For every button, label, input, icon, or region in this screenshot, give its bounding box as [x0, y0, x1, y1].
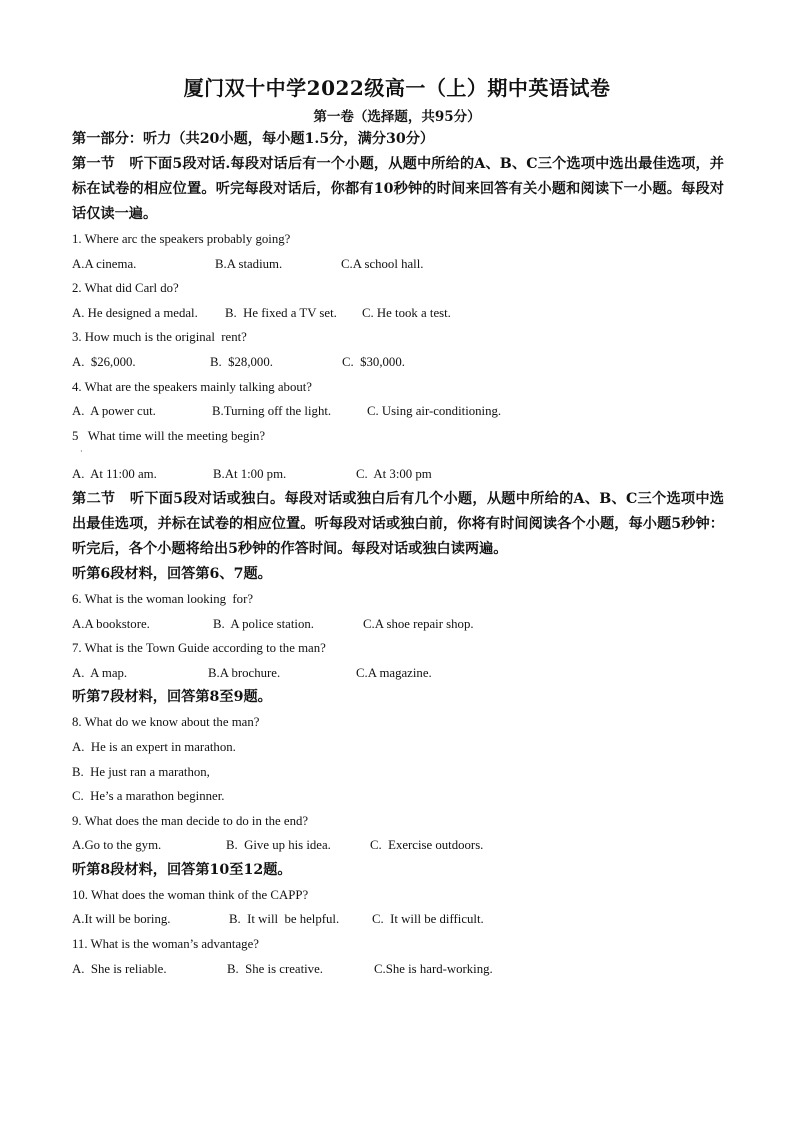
question-4-option-a[interactable]: A. A power cut.	[72, 404, 156, 419]
question-8-option-a[interactable]: A. He is an expert in marathon.	[72, 739, 236, 754]
question-3-option-b[interactable]: B. $28,000.	[210, 354, 273, 369]
question-9-option-c[interactable]: C. Exercise outdoors.	[370, 838, 484, 853]
question-11-options	[72, 957, 724, 982]
question-5-option-b[interactable]: B.At 1:00 pm.	[213, 467, 287, 482]
question-1-options	[72, 252, 724, 277]
question-11-option-a[interactable]: A. She is reliable.	[72, 961, 167, 976]
material-6-heading: 听第6段材料，回答第6、7题。	[72, 565, 272, 582]
question-2-option-b[interactable]: B. He fixed a TV set.	[225, 305, 337, 320]
question-10-option-a[interactable]: A.It will be boring.	[72, 912, 171, 927]
question-1-option-c[interactable]: C.A school hall.	[341, 256, 424, 271]
question-1-option-a[interactable]: A.A cinema.	[72, 256, 137, 271]
question-7-options	[72, 661, 724, 686]
question-3-stem: 3. How much is the original rent?	[72, 330, 247, 345]
question-3-option-c[interactable]: C. $30,000.	[342, 354, 405, 369]
question-11-option-b[interactable]: B. She is creative.	[227, 961, 323, 976]
question-11-stem: 11. What is the woman’s advantage?	[72, 937, 259, 952]
question-10-option-b[interactable]: B. It will be helpful.	[229, 912, 340, 927]
question-4-option-b[interactable]: B.Turning off the light.	[212, 404, 332, 419]
question-6-option-a[interactable]: A.A bookstore.	[72, 616, 150, 631]
exam-content	[72, 127, 724, 981]
question-8-option-c[interactable]: C. He’s a marathon beginner.	[72, 789, 225, 804]
question-6-option-c[interactable]: C.A shoe repair shop.	[363, 616, 474, 631]
part1-heading: 第一部分：听力（共20小题，每小题1.5分，满分30分）	[72, 131, 435, 147]
question-2-option-c[interactable]: C. He took a test.	[362, 305, 451, 320]
question-9-options	[72, 833, 724, 858]
question-6-options	[72, 612, 724, 637]
stray-dot: ·	[80, 447, 83, 457]
question-7-option-a[interactable]: A. A map.	[72, 665, 128, 680]
question-2-option-a[interactable]: A. He designed a medal.	[72, 305, 198, 320]
exam-subtitle: 第一卷（选择题，共95分）	[313, 109, 481, 125]
question-7-option-c[interactable]: C.A magazine.	[356, 665, 432, 680]
question-6-stem: 6. What is the woman looking for?	[72, 591, 254, 606]
material-7-heading: 听第7段材料，回答第8至9题。	[72, 689, 272, 706]
question-8-stem: 8. What do we know about the man?	[72, 715, 260, 730]
question-7-option-b[interactable]: B.A brochure.	[208, 665, 281, 680]
question-1-stem: 1. Where arc the speakers probably going?	[72, 232, 291, 246]
question-10-option-c[interactable]: C. It will be difficult.	[372, 912, 484, 927]
question-3-options	[72, 350, 724, 375]
question-2-stem: 2. What did Carl do?	[72, 281, 179, 296]
question-1-option-b[interactable]: B.A stadium.	[215, 256, 283, 271]
question-4-option-c[interactable]: C. Using air-conditioning.	[367, 404, 502, 419]
question-9-stem: 9. What does the man decide to do in the end?	[72, 813, 309, 828]
question-5-option-a[interactable]: A. At 11:00 am.	[72, 467, 157, 482]
question-10-stem: 10. What does the woman think of the CAPP?	[72, 887, 309, 902]
question-9-option-b[interactable]: B. Give up his idea.	[226, 838, 331, 853]
question-5-stem: 5 What time will the meeting begin?	[72, 428, 266, 443]
question-5-options	[72, 462, 724, 487]
material-8-heading: 听第8段材料，回答第10至12题。	[72, 861, 292, 878]
question-4-stem: 4. What are the speakers mainly talking about?	[72, 379, 312, 394]
question-9-option-a[interactable]: A.Go to the gym.	[72, 838, 162, 853]
question-4-options	[72, 399, 724, 424]
question-11-option-c[interactable]: C.She is hard-working.	[374, 961, 493, 976]
question-8-option-b[interactable]: B. He just ran a marathon,	[72, 764, 210, 779]
exam-title: 厦门双十中学2022级高一（上）期中英语试卷	[183, 76, 611, 100]
question-2-options	[72, 301, 724, 326]
question-7-stem: 7. What is the Town Guide according to the man?	[72, 641, 326, 656]
question-6-option-b[interactable]: B. A police station.	[213, 616, 314, 631]
question-3-option-a[interactable]: A. $26,000.	[72, 354, 136, 369]
question-10-options	[72, 907, 724, 932]
question-5-option-c[interactable]: C. At 3:00 pm	[356, 467, 432, 482]
section1-instructions: 第一节 听下面5段对话.每段对话后有一个小题，从题中所给的A、B、C三个选项中选出最佳选项，并标在试卷的相应位置。听完每段对话后，你都有10秒钟的时间来回答有关小题和阅读下一小题。每段对话仅读一遍。	[72, 156, 724, 222]
section2-instructions: 第二节 听下面5段对话或独白。每段对话或独白后有几个小题，从题中所给的A、B、C三个选项中选出最佳选项，并标在试卷的相应位置。听每段对话或独白前，你将有时间阅读各个小题，每小题5秒钟：听完后，各个小题将给出5秒钟的作答时间。每段对话或独白读两遍。	[72, 490, 724, 557]
